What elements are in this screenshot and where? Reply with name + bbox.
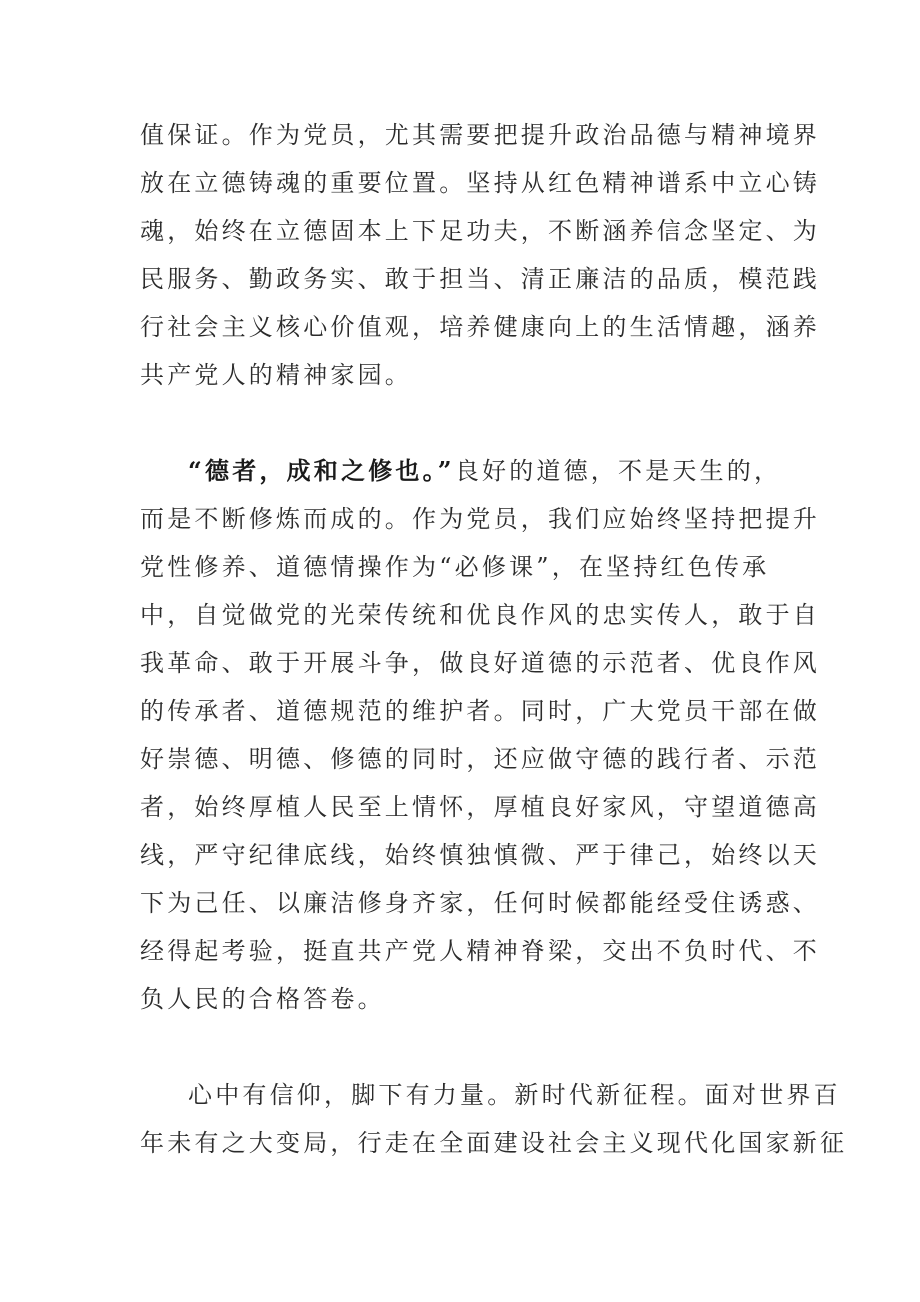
text-line: 放在立德铸魂的重要位置。坚持从红色精神谱系中立心铸 bbox=[140, 169, 820, 197]
text-line: 值保证。作为党员，尤其需要把提升政治品德与精神境界 bbox=[140, 121, 820, 149]
text-line: 负人民的合格答卷。 bbox=[140, 985, 385, 1013]
text-line: 魂，始终在立德固本上下足功夫，不断涵养信念坚定、为 bbox=[140, 217, 820, 245]
text-line: 的传承者、道德规范的维护者。同时，广大党员干部在做 bbox=[140, 697, 820, 725]
text-line: 行社会主义核心价值观，培养健康向上的生活情趣，涵养 bbox=[140, 313, 820, 341]
text-line: 经得起考验，挺直共产党人精神脊梁，交出不负时代、不 bbox=[140, 937, 820, 965]
text-line: 中，自觉做党的光荣传统和优良作风的忠实传人，敢于自 bbox=[140, 601, 820, 629]
text-line: 民服务、勤政务实、敢于担当、清正廉洁的品质，模范践 bbox=[140, 265, 820, 293]
text-line: 而是不断修炼而成的。作为党员，我们应始终坚持把提升 bbox=[140, 505, 820, 533]
text-line: 党性修养、道德情操作为“必修课”，在坚持红色传承 bbox=[140, 553, 770, 581]
text-line: 线，严守纪律底线，始终慎独慎微、严于律己，始终以天 bbox=[140, 841, 820, 869]
text-line: 者，始终厚植人民至上情怀，厚植良好家风，守望道德高 bbox=[140, 793, 820, 821]
paragraph-lead-line: 心中有信仰，脚下有力量。新时代新征程。面对世界百 bbox=[188, 1081, 841, 1109]
text-line: 好崇德、明德、修德的同时，还应做守德的践行者、示范 bbox=[140, 745, 820, 773]
text-line: 下为己任、以廉洁修身齐家，任何时候都能经受住诱惑、 bbox=[140, 889, 820, 917]
bold-quote: “德者，成和之修也。” bbox=[188, 456, 455, 485]
text-line: 我革命、敢于开展斗争，做良好道德的示范者、优良作风 bbox=[140, 649, 820, 677]
lead-text: 良好的道德，不是天生的， bbox=[454, 457, 782, 485]
text-line: 共产党人的精神家园。 bbox=[140, 361, 412, 389]
text-line: 年未有之大变局，行走在全面建设社会主义现代化国家新征 bbox=[140, 1129, 848, 1157]
paragraph-lead-line bbox=[188, 456, 781, 486]
